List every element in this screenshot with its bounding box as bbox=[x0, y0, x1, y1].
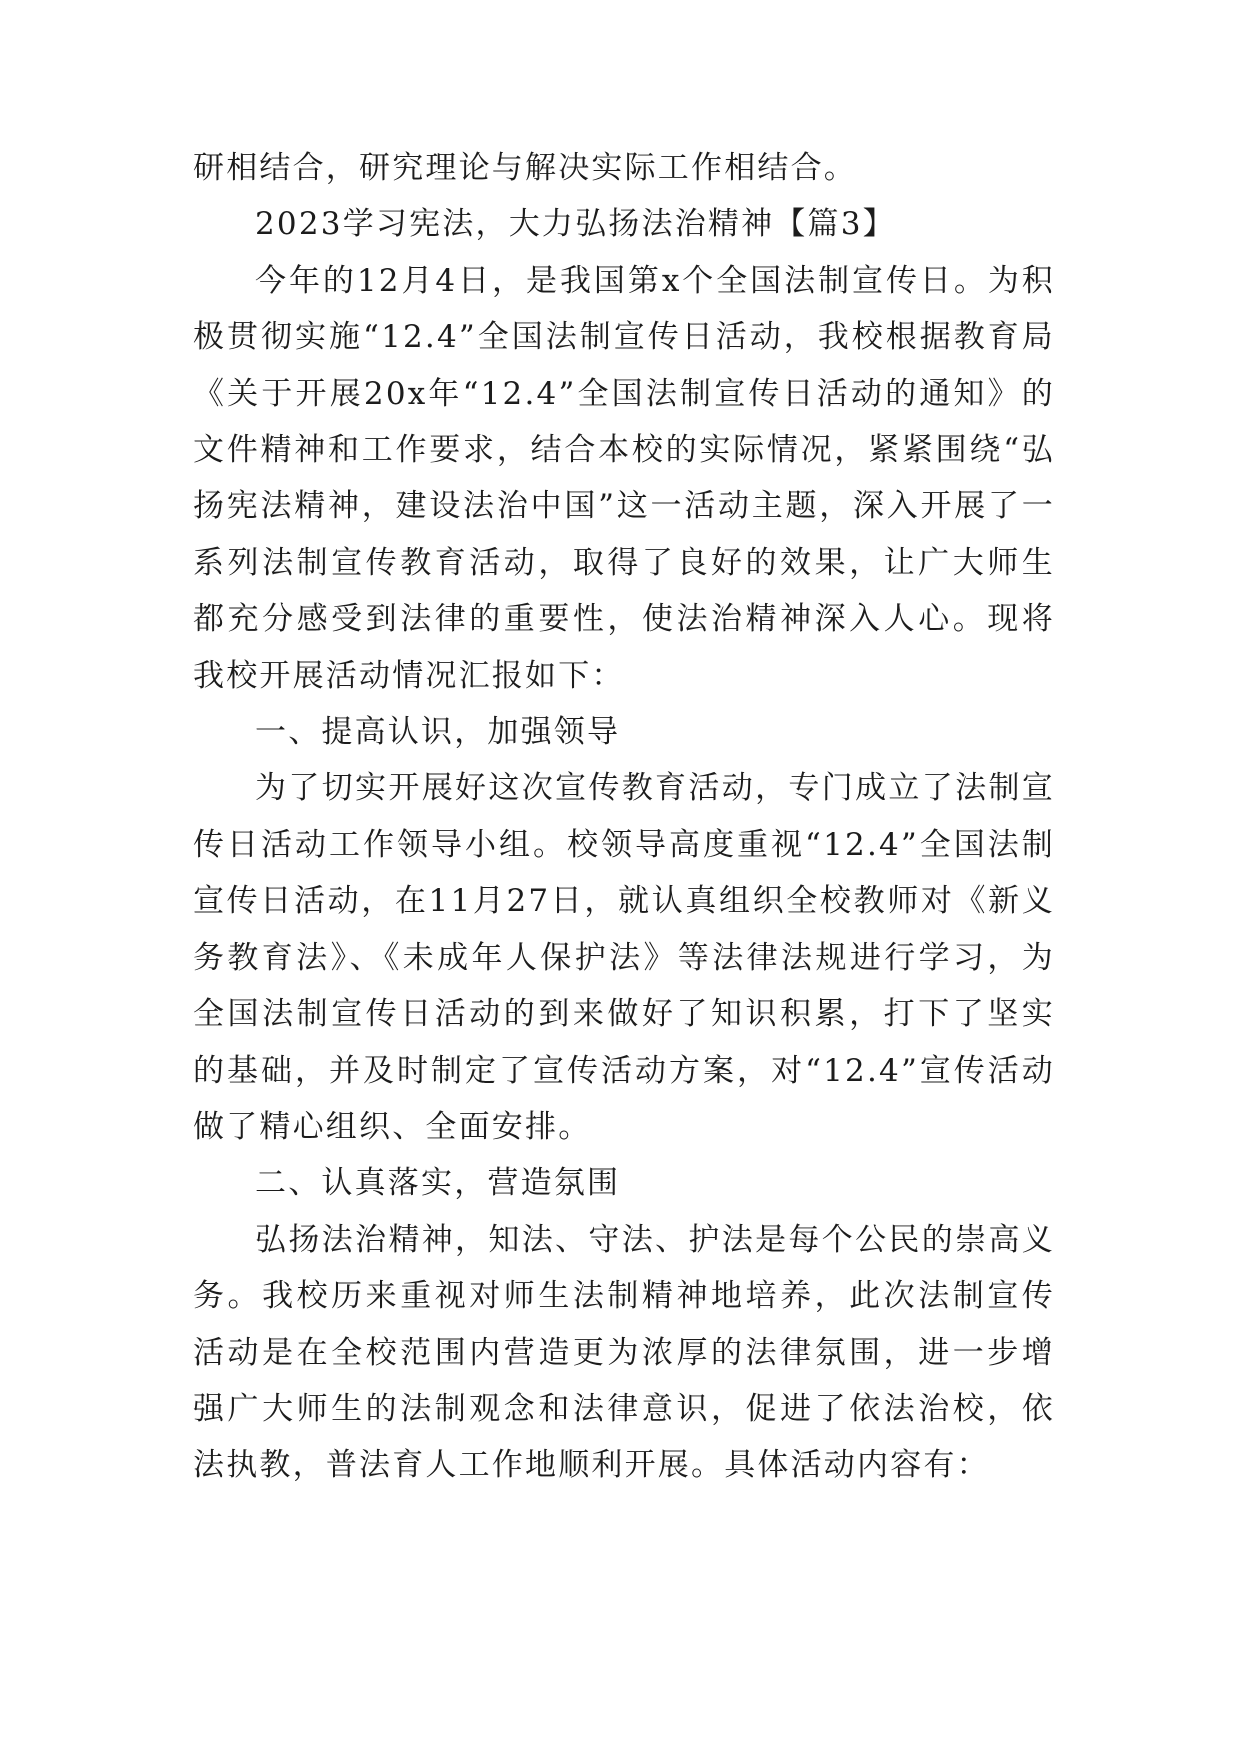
text-line: 弘扬法治精神，知法、守法、护法是每个公民的崇高义 bbox=[255, 1221, 1055, 1258]
text-line: 宣传日活动，在11月27日，就认真组织全校教师对《新义 bbox=[193, 883, 1055, 920]
text-line: “弘扬宪法精神，建设法治中国”这一活动主题，深入开展 bbox=[193, 432, 1055, 525]
section-heading-2 bbox=[193, 1155, 1055, 1211]
text-line: 一、提高认识，加强领导 bbox=[255, 714, 621, 751]
text-line: 础，并及时制定了宣传活动方案，对“12.4”宣传活动做了 bbox=[193, 1052, 1055, 1145]
document-body bbox=[193, 140, 1055, 1494]
text-line: 国法制宣传日活动的到来做好了知识积累，打下了坚实的基 bbox=[193, 996, 1055, 1089]
text-line: 务。我校历来重视对师生法制精神地培养，此次法制宣传活 bbox=[193, 1278, 1055, 1371]
text-line: 研相结合，研究理论与解决实际工作相结合。 bbox=[193, 150, 857, 186]
text-line: 我校开展活动情况汇报如下： bbox=[193, 657, 625, 694]
text-line: 生都充分感受到法律的重要性，使法治精神深入人心。现将 bbox=[193, 544, 1055, 638]
text-line: 2023学习宪法，大力弘扬法治精神【篇3】 bbox=[255, 206, 896, 243]
text-line: 二、认真落实，营造氛围 bbox=[255, 1165, 621, 1202]
text-line: 局《关于开展20x年“12.4”全国法制宣传日活动的通知》 bbox=[193, 319, 1055, 412]
text-line: 了一系列法制宣传教育活动，取得了良好的效果，让广大师 bbox=[193, 488, 1055, 581]
text-line: 普法育人工作地顺利开展。具体活动内容有： bbox=[325, 1447, 990, 1484]
text-line: 积极贯彻实施“12.4”全国法制宣传日活动，我校根据教育 bbox=[193, 262, 1055, 356]
text-line: 精心组织、全面安排。 bbox=[259, 1108, 592, 1145]
paragraph-intro bbox=[193, 253, 1055, 704]
section-heading-1 bbox=[193, 704, 1055, 760]
paragraph-continuation bbox=[193, 140, 1055, 196]
article-heading bbox=[193, 196, 1055, 252]
text-line: 为了切实开展好这次宣传教育活动，专门成立了法制宣 bbox=[255, 770, 1055, 807]
text-line: 动是在全校范围内营造更为浓厚的法律氛围，进一步增强广 bbox=[193, 1334, 1055, 1427]
text-line: 今年的12月4日，是我国第x个全国法制宣传日。为 bbox=[255, 262, 1022, 299]
paragraph-section-2 bbox=[193, 1212, 1055, 1494]
text-line: 务教育法》、《未成年人保护法》等法律法规进行学习，为全 bbox=[193, 939, 1055, 1033]
paragraph-section-1 bbox=[193, 760, 1055, 1155]
text-line: 的文件精神和工作要求，结合本校的实际情况，紧紧围绕 bbox=[193, 375, 1055, 469]
text-line: 传日活动工作领导小组。校领导高度重视“12.4”全国法制 bbox=[193, 826, 1055, 863]
text-line: 大师生的法制观念和法律意识，促进了依法治校，依法执教， bbox=[193, 1390, 1055, 1484]
